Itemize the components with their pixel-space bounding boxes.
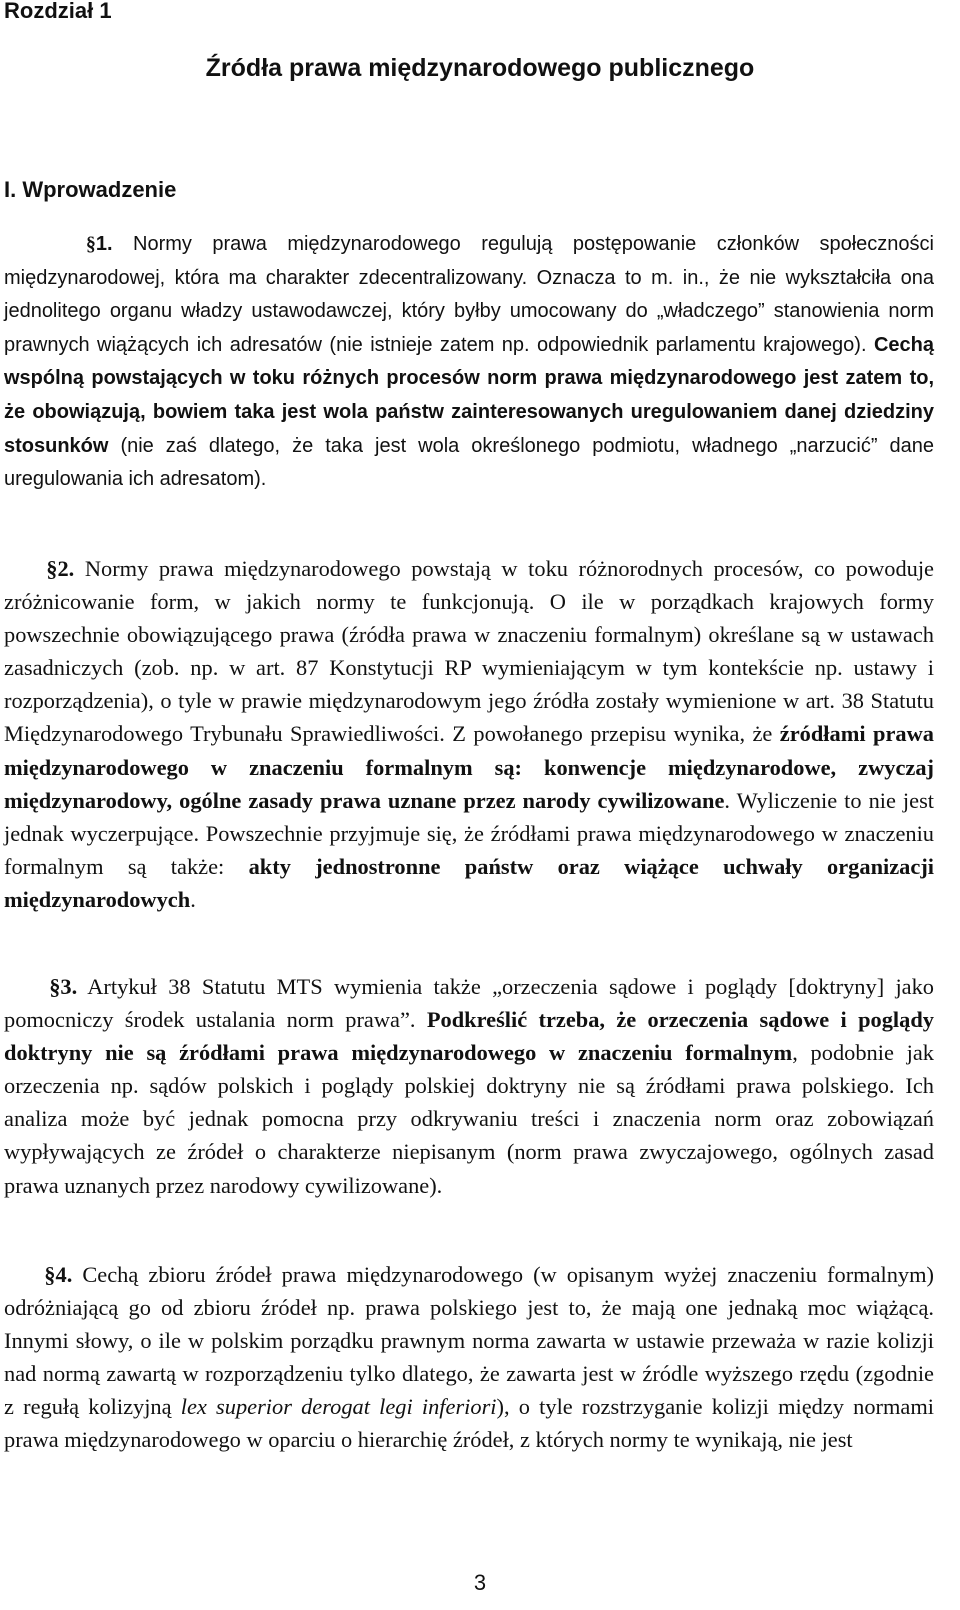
section-mark: § bbox=[85, 233, 96, 255]
paragraph-text: . bbox=[190, 886, 196, 912]
paragraph-number: 1. bbox=[95, 233, 113, 255]
section-mark: § bbox=[46, 556, 58, 581]
paragraph-text: , podobnie jak orzeczenia np. sądów polskich i poglądy polskiej doktryny nie są źródłami prawa polskiego. Ich analiza może być jednak pomocna przy odkrywaniu treści i znaczenia norm oraz zobowiązań wypływających ze źródeł o charakterze niepisanym (norm prawa zwyczajowego, ogólnych zasad prawa uznanych przez narodowy cywilizowane). bbox=[4, 1040, 934, 1198]
paragraph-number: 2. bbox=[57, 556, 75, 581]
paragraph-2 bbox=[4, 552, 934, 916]
paragraph-3 bbox=[4, 970, 934, 1202]
section-mark: § bbox=[49, 974, 61, 999]
paragraph-text-bold: źródłami prawa międzynarodowego w znaczeniu formalnym są: konwencje międzynarodowe, zwyczaj międzynarodowy, ogólne zasady prawa uznane przez narody cywilizowane bbox=[4, 721, 934, 813]
paragraph-4 bbox=[4, 1258, 934, 1457]
paragraph-text: Normy prawa międzynarodowego regulują postępowanie członków społeczności międzynarodowej, która ma charakter zdecentralizowany. Oznacza to m. in., że nie wykształciła ona jednolitego organu władzy ustawodawczej, który byłby umocowany do „władczego” stanowienia norm prawnych wiążących ich adresatów (nie istnieje zatem np. odpowiednik parlamentu krajowego). bbox=[4, 233, 934, 356]
paragraph-text: Normy prawa międzynarodowego powstają w toku różnorodnych procesów, co powoduje zróżnicowanie form, w jakich normy te funkcjonują. O ile w porządkach krajowych formy powszechnie obowiązującego prawa (źródła prawa w znaczeniu formalnym) określane są w ustawach zasadniczych (zob. np. w art. 87 Konstytucji RP wymieniającym w tym kontekście np. ustawy i rozporządzenia), o tyle w prawie międzynarodowym jego źródła zostały wymienione w art. 38 Statutu Międzynarodowego Trybunału Sprawiedliwości. Z powołanego przepisu wynika, że bbox=[4, 556, 934, 747]
page-number: 3 bbox=[473, 1570, 487, 1595]
paragraph-text-bold: Cechą wspólną powstających w toku różnych procesów norm prawa międzynarodowego jest zatem to, że obowiązują, bowiem taka jest wola państw zainteresowanych uregulowaniem danej dziedziny stosunków bbox=[4, 333, 934, 457]
section-mark: § bbox=[44, 1262, 56, 1287]
paragraph-1 bbox=[4, 228, 934, 497]
paragraph-number: 3. bbox=[60, 974, 78, 999]
paragraph-text: . Wyliczenie to nie jest jednak wyczerpujące. Powszechnie przyjmuje się, że źródłami prawa międzynarodowego w znaczeniu formalnym są także: bbox=[4, 787, 934, 879]
paragraph-text: Artykuł 38 Statutu MTS wymienia także „orzeczenia sądowe i poglądy [doktryny] jako pomocniczy środek ustalania norm prawa”. bbox=[4, 974, 934, 1033]
paragraph-text: Cechą zbioru źródeł prawa międzynarodowego (w opisanym wyżej znaczeniu formalnym) odróżniającą go od zbioru źródeł np. prawa polskiego jest to, że mają one jednaką moc wiążącą. Innymi słowy, o ile w polskim porządku prawnym norma zawarta w ustawie przeważa w razie kolizji nad normą zawartą w rozporządzeniu tylko dlatego, że zawarta jest w źródle wyższego rzędu (zgodnie z regułą kolizyjną bbox=[4, 1262, 934, 1420]
paragraph-text: (nie zaś dlatego, że taka jest wola określonego podmiotu, władnego „narzucić” dane uregulowania ich adresatom). bbox=[4, 434, 934, 491]
paragraph-text-bold: akty jednostronne państw oraz wiążące uchwały organizacji międzynarodowych bbox=[4, 853, 934, 912]
paragraph-number: 4. bbox=[55, 1262, 73, 1287]
paragraph-text: ), o tyle rozstrzyganie kolizji między normami prawa międzynarodowego w oparciu o hierarchię źródeł, z których normy te wynikają, nie jest bbox=[4, 1394, 935, 1453]
paragraph-text-italic: lex superior derogat legi inferiori bbox=[180, 1394, 497, 1420]
paragraph-text-bold: Podkreślić trzeba, że orzeczenia sądowe i poglądy doktryny nie są źródłami prawa międzynarodowego w znaczeniu formalnym bbox=[4, 1007, 934, 1066]
section-heading: I. Wprowadzenie bbox=[4, 177, 177, 202]
chapter-heading: Rozdział 1 bbox=[4, 0, 112, 23]
page-title: Źródła prawa międzynarodowego publicznego bbox=[205, 54, 755, 82]
